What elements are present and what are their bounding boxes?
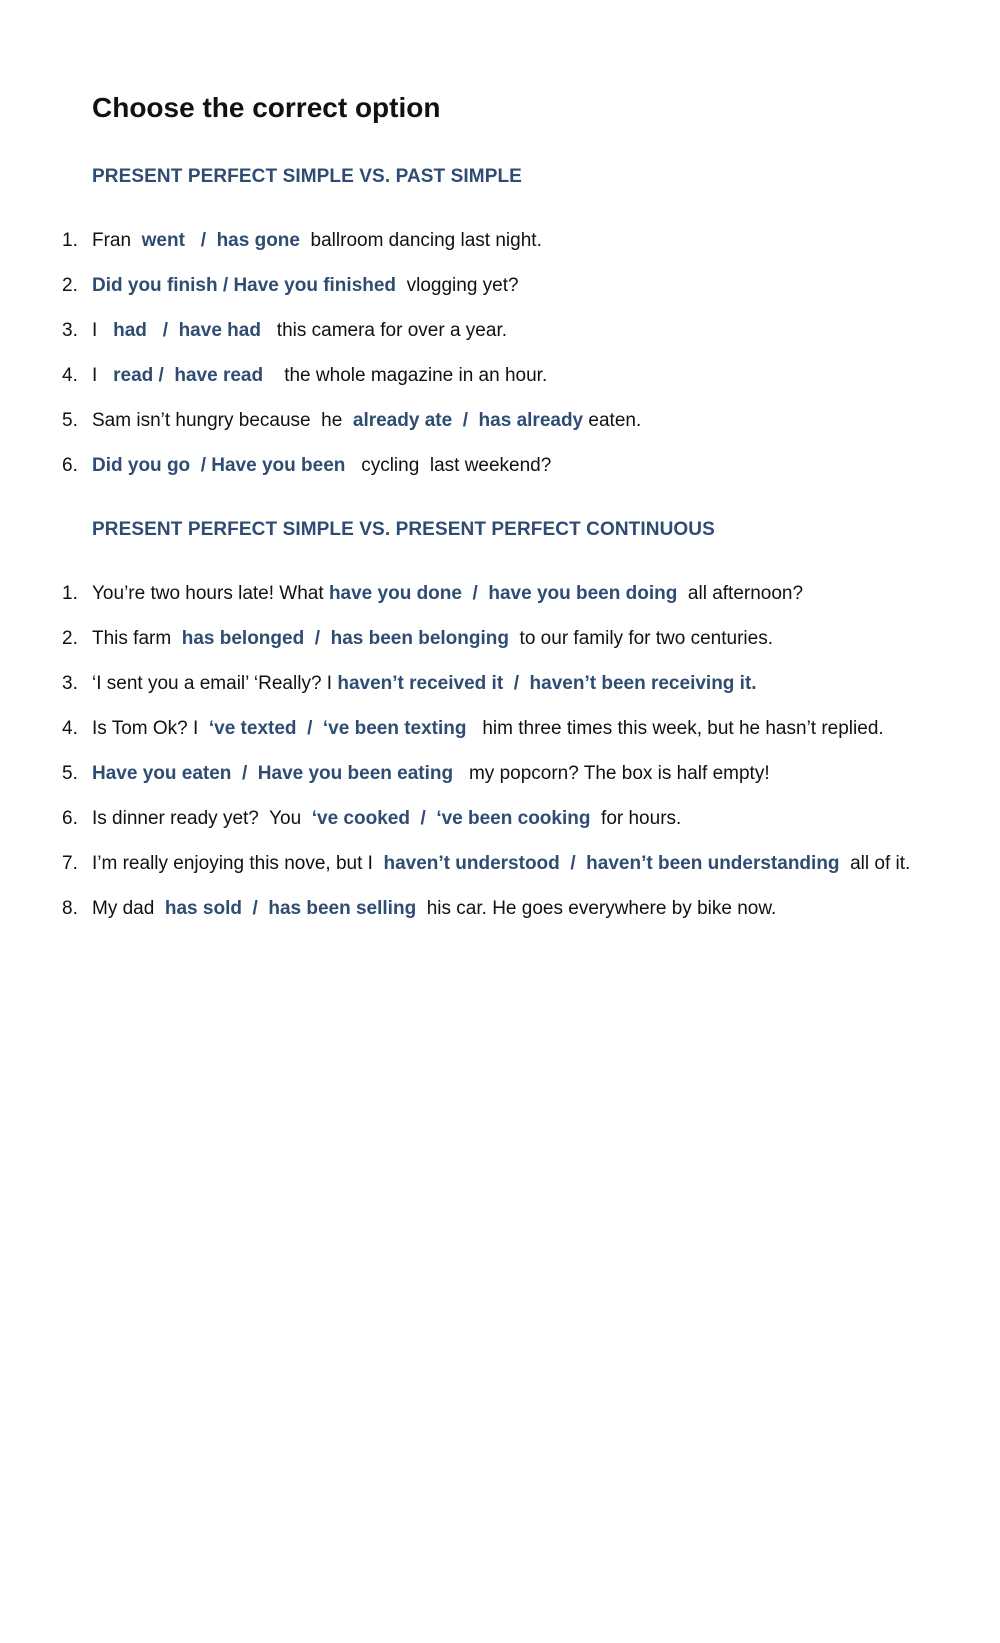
sentence-text: I’m really enjoying this nove, but I	[92, 853, 384, 874]
exercise-list-past-simple	[0, 229, 1000, 499]
item-number: 6.	[62, 455, 78, 476]
sentence-text: his car. He goes everywhere by bike now.	[416, 898, 777, 919]
sentence-text: my popcorn? The box is half empty!	[453, 763, 770, 784]
exercise-item	[0, 409, 1000, 454]
sentence-text: for hours.	[590, 808, 682, 829]
answer-options[interactable]: Did you go / Have you been	[92, 455, 346, 476]
answer-options[interactable]: haven’t received it / haven’t been receiving it.	[337, 673, 757, 694]
item-sentence	[92, 454, 551, 478]
sentence-text: Fran	[92, 230, 142, 251]
sentence-text: Sam isn’t hungry because he	[92, 410, 353, 431]
item-sentence	[92, 229, 542, 253]
exercise-item	[0, 717, 1000, 762]
sentence-text: all of it.	[839, 853, 911, 874]
answer-options[interactable]: had / have had	[113, 320, 261, 341]
sentence-text: him three times this week, but he hasn’t replied.	[466, 718, 884, 739]
exercise-item	[0, 454, 1000, 499]
item-number: 2.	[62, 628, 78, 649]
sentence-text: this camera for over a year.	[260, 320, 507, 341]
answer-options[interactable]: has belonged / has been belonging	[181, 628, 509, 649]
exercise-item	[0, 274, 1000, 319]
item-sentence	[92, 319, 507, 343]
item-sentence	[92, 762, 770, 786]
answer-options[interactable]: ‘ve cooked / ‘ve been cooking	[311, 808, 591, 829]
sentence-text: This farm	[92, 628, 182, 649]
answer-options[interactable]: Did you finish / Have you finished	[92, 275, 397, 296]
item-number: 6.	[62, 808, 78, 829]
answer-options[interactable]: read / have read	[113, 365, 264, 386]
sentence-text: all afternoon?	[677, 583, 804, 604]
sentence-text: My dad	[92, 898, 165, 919]
sentence-text: ‘I sent you a email’ ‘Really? I	[92, 673, 338, 694]
page-title: Choose the correct option	[92, 92, 441, 123]
item-sentence	[92, 627, 773, 651]
sentence-text: to our family for two centuries.	[509, 628, 773, 649]
exercise-item	[0, 672, 1000, 717]
item-number: 4.	[62, 718, 78, 739]
answer-options[interactable]: ‘ve texted / ‘ve been texting	[208, 718, 467, 739]
section-heading-continuous: PRESENT PERFECT SIMPLE VS. PRESENT PERFECT CONTINUOUS	[92, 519, 715, 540]
item-number: 5.	[62, 763, 78, 784]
sentence-text: Is Tom Ok? I	[92, 718, 209, 739]
exercise-item	[0, 582, 1000, 627]
item-number: 8.	[62, 898, 78, 919]
exercise-list-continuous	[0, 582, 1000, 942]
exercise-item	[0, 229, 1000, 274]
answer-options[interactable]: went / has gone	[141, 230, 300, 251]
item-sentence	[92, 409, 641, 433]
item-sentence	[92, 717, 884, 741]
item-sentence	[92, 364, 547, 388]
item-number: 3.	[62, 320, 78, 341]
exercise-item	[0, 897, 1000, 942]
exercise-item	[0, 319, 1000, 364]
sentence-text: vlogging yet?	[396, 275, 519, 296]
item-number: 1.	[62, 583, 78, 604]
sentence-text: I	[92, 365, 114, 386]
answer-options[interactable]: has sold / has been selling	[164, 898, 417, 919]
sentence-text: Is dinner ready yet? You	[92, 808, 312, 829]
item-sentence	[92, 807, 681, 831]
answer-options[interactable]: already ate / has already	[352, 410, 584, 431]
sentence-text: You’re two hours late! What	[92, 583, 329, 604]
item-sentence	[92, 672, 757, 696]
item-sentence	[92, 897, 776, 921]
item-number: 7.	[62, 853, 78, 874]
answer-options[interactable]: have you done / have you been doing	[328, 583, 678, 604]
exercise-item	[0, 807, 1000, 852]
item-number: 5.	[62, 410, 78, 431]
exercise-item	[0, 364, 1000, 409]
exercise-item	[0, 627, 1000, 672]
sentence-text: ballroom dancing last night.	[299, 230, 542, 251]
item-sentence	[92, 852, 910, 876]
item-number: 2.	[62, 275, 78, 296]
sentence-text: cycling last weekend?	[345, 455, 552, 476]
answer-options[interactable]: Have you eaten / Have you been eating	[92, 763, 454, 784]
answer-options[interactable]: haven’t understood / haven’t been understanding	[383, 853, 840, 874]
sentence-text: eaten.	[583, 410, 642, 431]
section-heading-past-simple: PRESENT PERFECT SIMPLE VS. PAST SIMPLE	[92, 166, 522, 187]
item-number: 3.	[62, 673, 78, 694]
sentence-text: I	[92, 320, 114, 341]
item-number: 1.	[62, 230, 78, 251]
exercise-item	[0, 762, 1000, 807]
item-sentence	[92, 582, 803, 606]
sentence-text: the whole magazine in an hour.	[263, 365, 548, 386]
item-number: 4.	[62, 365, 78, 386]
item-sentence	[92, 274, 519, 298]
exercise-item	[0, 852, 1000, 897]
